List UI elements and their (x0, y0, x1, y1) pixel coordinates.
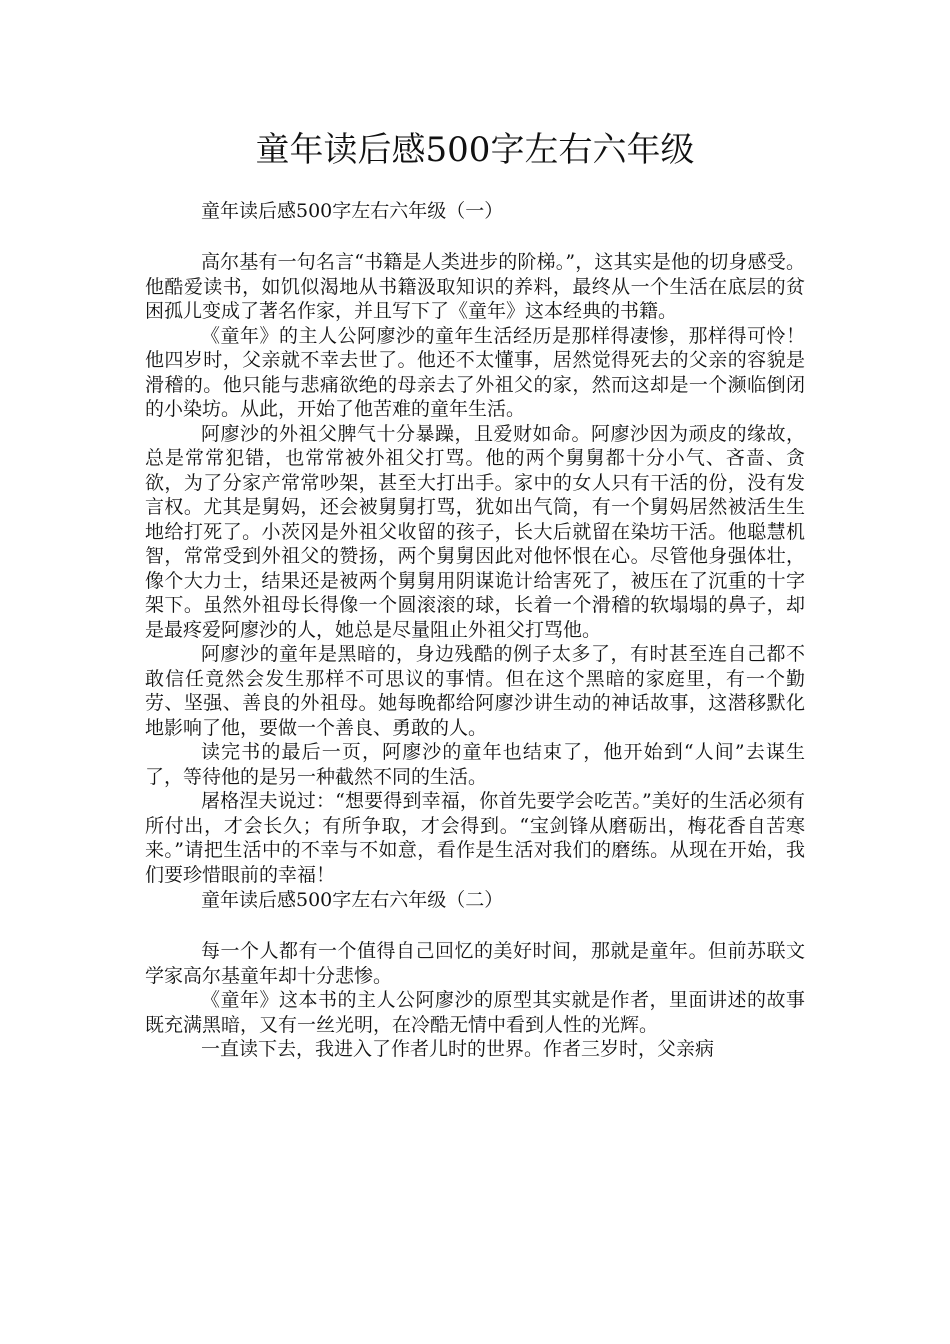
document-page (145, 122, 805, 1062)
document-title: 童年读后感500字左右六年级 (255, 130, 695, 170)
paragraph: 读完书的最后一页，阿廖沙的童年也结束了，他开始到“人间”去谋生了，等待他的是另一种截然不同的生活。 (145, 741, 805, 788)
blank-line (145, 224, 805, 250)
paragraph: 阿廖沙的外祖父脾气十分暴躁，且爱财如命。阿廖沙因为顽皮的缘故，总是常常犯错，也常常被外祖父打骂。他的两个舅舅都十分小气、吝啬、贪欲，为了分家产常常吵架，甚至大打出手。家中的女人只有干活的份，没有发言权。尤其是舅妈，还会被舅舅打骂，犹如出气筒，有一个舅妈居然被活生生地给打死了。小茨冈是外祖父收留的孩子，长大后就留在染坊干活。他聪慧机智，常常受到外祖父的赞扬，两个舅舅因此对他怀恨在心。尽管他身强体壮，像个大力士，结果还是被两个舅舅用阴谋诡计给害死了，被压在了沉重的十字架下。虽然外祖母长得像一个圆滚滚的球，长着一个滑稽的软塌塌的鼻子，却是最疼爱阿廖沙的人，她总是尽量阻止外祖父打骂他。 (145, 422, 805, 641)
paragraph: 每一个人都有一个值得自己回忆的美好时间，那就是童年。但前苏联文学家高尔基童年却十分悲惨。 (145, 940, 805, 987)
blank-line (145, 913, 805, 939)
section-heading: 童年读后感500字左右六年级（二） (201, 889, 504, 911)
paragraph: 阿廖沙的童年是黑暗的，身边残酷的例子太多了，有时甚至连自己都不敢信任竟然会发生那样不可思议的事情。但在这个黑暗的家庭里，有一个勤劳、坚强、善良的外祖母。她每晚都给阿廖沙讲生动的神话故事，这潜移默化地影响了他，要做一个善良、勇敢的人。 (145, 643, 805, 739)
paragraph: 《童年》的主人公阿廖沙的童年生活经历是那样得凄惨，那样得可怜！他四岁时，父亲就不幸去世了。他还不太懂事，居然觉得死去的父亲的容貌是滑稽的。他只能与悲痛欲绝的母亲去了外祖父的家，然而这却是一个濒临倒闭的小染坊。从此，开始了他苦难的童年生活。 (145, 324, 805, 420)
section-one (145, 198, 805, 887)
section-heading: 童年读后感500字左右六年级（一） (201, 200, 504, 222)
paragraph: 《童年》这本书的主人公阿廖沙的原型其实就是作者，里面讲述的故事既充满黑暗，又有一丝光明，在冷酷无情中看到人性的光辉。 (145, 989, 805, 1036)
section-two (145, 887, 805, 1062)
paragraph: 一直读下去，我进入了作者儿时的世界。作者三岁时，父亲病 (201, 1038, 715, 1060)
paragraph: 高尔基有一句名言“书籍是人类进步的阶梯。”，这其实是他的切身感受。他酷爱读书，如饥似渴地从书籍汲取知识的养料，最终从一个生活在底层的贫困孤儿变成了著名作家，并且写下了《童年》这本经典的书籍。 (145, 251, 805, 322)
paragraph: 屠格涅夫说过：“想要得到幸福，你首先要学会吃苦。”美好的生活必须有所付出，才会长久；有所争取，才会得到。“宝剑锋从磨砺出，梅花香自苦寒来。”请把生活中的不幸与不如意，看作是生活对我们的磨练。从现在开始，我们要珍惜眼前的幸福！ (145, 790, 805, 886)
